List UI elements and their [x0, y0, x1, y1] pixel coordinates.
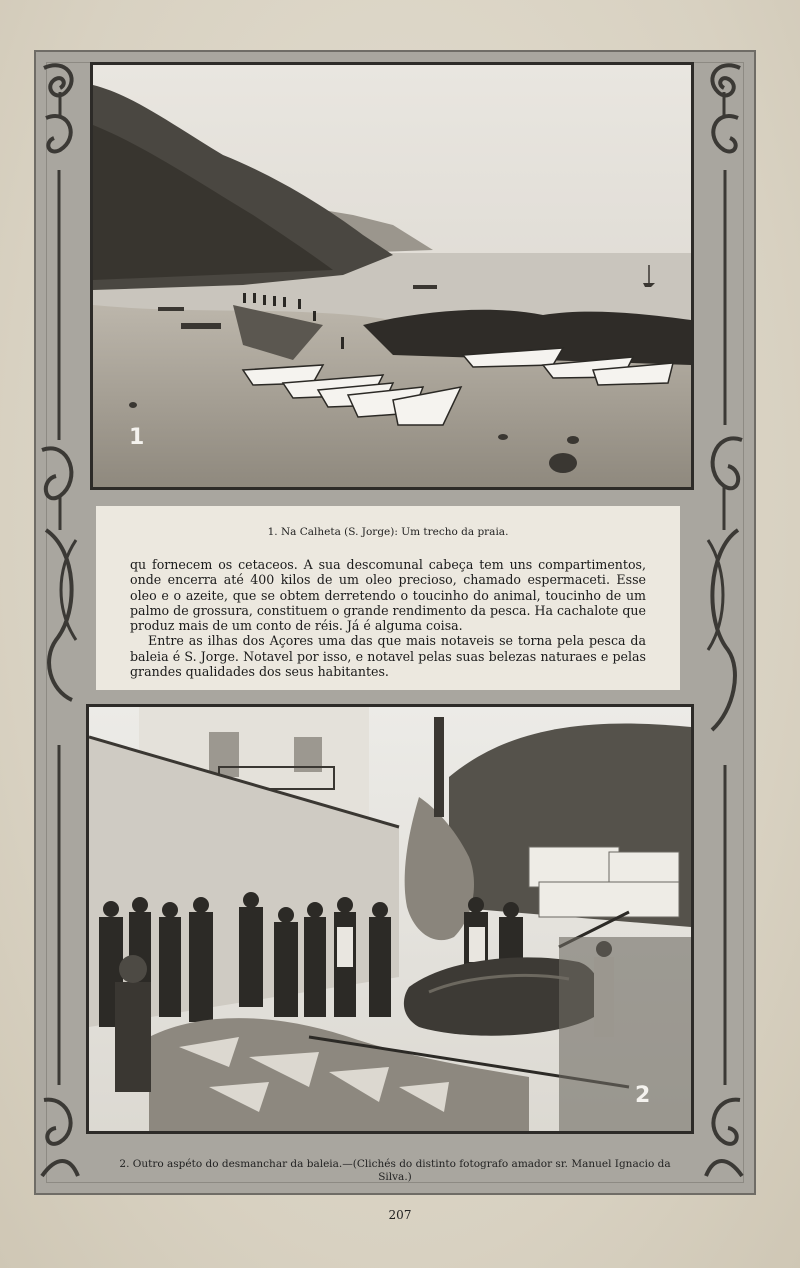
ornament-right-middle-icon	[700, 430, 748, 760]
ornament-bottom-right-icon	[700, 1090, 748, 1186]
page-number: 207	[388, 1208, 412, 1222]
ornament-top-right-icon	[700, 58, 748, 168]
side-rule-left-icon	[56, 170, 62, 440]
text-panel	[96, 506, 680, 690]
photo2-caption: 2. Outro aspéto do desmanchar da baleia.—(Clichés do distinto fotografo amador sr. Manuel Ignacio da Silva.)	[119, 1158, 671, 1183]
side-rule-right-icon	[722, 170, 728, 425]
article-paragraph-1: qu fornecem os cetaceos. A sua descomunal cabeça tem uns compartimentos, onde encerra até 400 kilos de um oleo precioso, chamado espermaceti. Esse oleo e o azeite, que se obtem derretendo o toucinho do animal, toucinho de um palmo de grossura, constituem o grande rendimento da pesca. Ha cachalote que produz mais de um conto de réis. Já é alguma coisa.	[130, 557, 646, 634]
ornament-bottom-left-icon	[36, 1090, 84, 1186]
ornament-left-middle-icon	[36, 440, 84, 740]
side-rule-left-lower-icon	[56, 745, 62, 1085]
whale-scene-illustration	[89, 707, 691, 1131]
ornament-top-left-icon	[36, 58, 84, 168]
side-rule-right-lower-icon	[722, 765, 728, 1085]
beach-scene-illustration	[93, 65, 691, 487]
photo1-number: 1	[129, 425, 145, 450]
article-body	[130, 557, 646, 679]
photo1-caption: 1. Na Calheta (S. Jorge): Um trecho da praia.	[267, 526, 509, 538]
photo2-number: 2	[635, 1083, 651, 1108]
article-paragraph-2: Entre as ilhas dos Açores uma das que mais notaveis se torna pela pesca da baleia é S. Jorge. Notavel por isso, e notavel pelas suas belezas naturaes e pelas grandes qualidades dos seus habitantes.	[130, 633, 646, 680]
photo-calheta-beach	[90, 62, 694, 490]
photo-whale-butchering	[86, 704, 694, 1134]
